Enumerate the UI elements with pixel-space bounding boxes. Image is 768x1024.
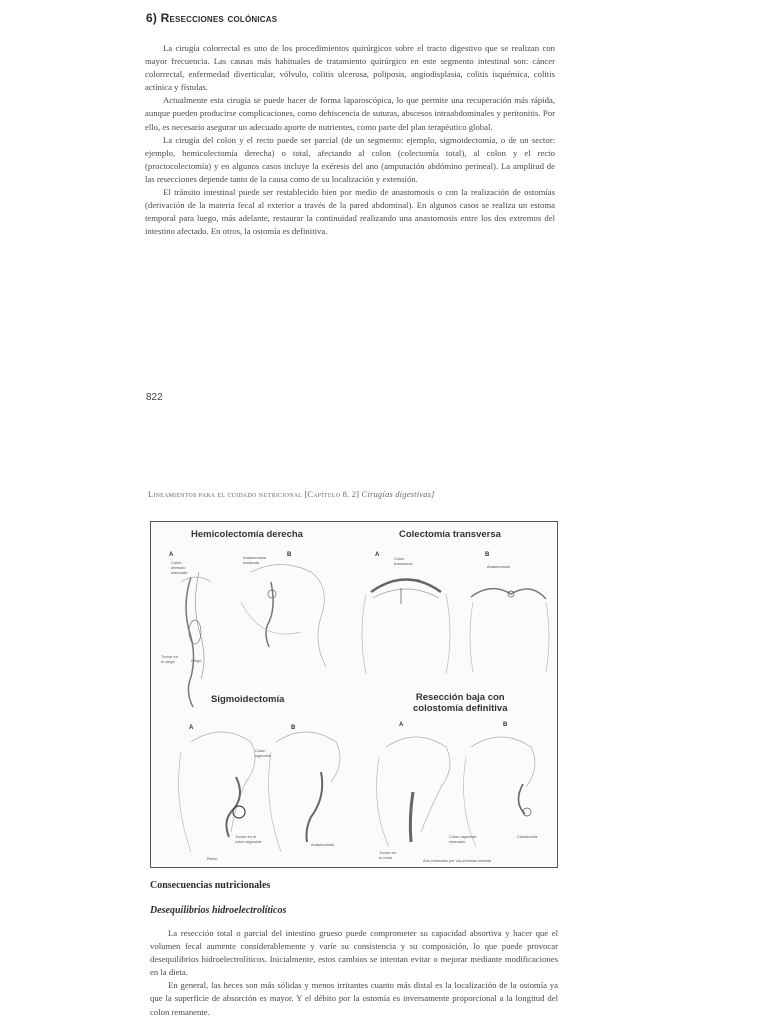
- figure-label: Recto: [207, 856, 218, 861]
- transverse-a-drawing: [362, 580, 450, 675]
- figure-label: Colon transverso: [394, 556, 413, 566]
- subsection-heading: Consecuencias nutricionales: [150, 880, 271, 891]
- panel-letter: A: [399, 722, 404, 728]
- figure-label: Anastomosis: [311, 842, 334, 847]
- paragraph: El tránsito intestinal puede ser restablecido bien por medio de anastomosis o con la realización de ostomías (derivación de la materia fecal al exterior a través de la pared abdominal). En algunos casos se realiza un estoma temporal para luego, más adelante, restaurar la continuidad realizando una anastomosis entre los dos extremos del intestino afectado. En otros, la ostomía es definitiva.: [145, 187, 555, 237]
- section-number: 6): [146, 11, 158, 25]
- panel-letter: B: [485, 552, 490, 558]
- running-header: [148, 489, 435, 499]
- paragraph: Actualmente esta cirugía se puede hacer de forma laparoscópica, lo que permite una recuperación más rápida, aunque pueden producirse complicaciones, como dehiscencia de suturas, abscesos intraabdominales y peritonitis. Por ello, es necesario asegurar un adecuado aporte de nutrientes, como parte del plan terapéutico global.: [145, 95, 555, 132]
- figure-label: Tumor en el recto: [379, 850, 396, 860]
- panel-title-low-resection: Resección baja con colostomía definitiva: [413, 692, 508, 714]
- figure-label: Colon derecho resecado: [171, 560, 188, 575]
- figure-label: Tumor en el colon sigmoide: [235, 834, 262, 844]
- figure-label: Anastomosis: [487, 564, 510, 569]
- figure-label: Ano resecado por vía perineal cerrada: [423, 858, 492, 863]
- figure-label: Tumor en el ciego: [161, 654, 178, 664]
- paragraph: La cirugía del colon y el recto puede ser parcial (de un segmento: ejemplo, sigmoidectomía, o de un sector: ejemplo, hemicolectomía derecha) o total, afectando al colon (colectomía total), al colon y el recto (proctocolectomía) y en algunos casos incluye la exéresis del ano (amputación abdómino perineal). La amplitud de las resecciones depende tanto de la causa como de su localización y extensión.: [145, 134, 555, 184]
- figure-label: Anastomosis realizada: [243, 555, 266, 565]
- hemicolectomy-b-drawing: [241, 565, 326, 668]
- body-text: [150, 927, 558, 1019]
- page-number: 822: [146, 392, 163, 403]
- panel-title-sigmoidectomy: Sigmoidectomía: [211, 694, 285, 705]
- hemicolectomy-a-drawing: [181, 572, 211, 707]
- low-resection-a-drawing: [377, 737, 450, 847]
- figure-label: Ciego: [191, 658, 202, 663]
- low-resection-b-drawing: [464, 737, 538, 847]
- panel-letter: B: [503, 722, 508, 728]
- panel-letter: B: [291, 725, 296, 731]
- paragraph: La resección total o parcial del intestino grueso puede comprometer su capacidad absortiva y hacer que el volumen fecal aumente considerablemente y varíe su consistencia y su composición, lo que puede provocar desequilibrios hidroelectrolíticos. Inicialmente, estos cambios se intentan evitar o mejorar mediante modificaciones en la dieta.: [150, 928, 558, 978]
- figure-label: Colon sigmoide resecado: [449, 834, 477, 844]
- subsubsection-heading: Desequilibrios hidroelectrolíticos: [150, 905, 287, 916]
- panel-letter: A: [189, 725, 194, 731]
- section-title-text: Resecciones colónicas: [160, 11, 278, 25]
- running-header-italic: Cirugías digestivas]: [361, 489, 435, 499]
- running-header-text: Lineamientos para el cuidado nutricional [Capítulo 8. 2]: [148, 489, 360, 499]
- intro-text: [145, 42, 555, 238]
- paragraph: En general, las heces son más sólidas y menos irritantes cuanto más distal es la localización de la ostomía ya que la superficie de absorción es mayor. Y el débito por la ostomía es inversamente proporcional a la longitud del colon remanente.: [150, 980, 558, 1017]
- transverse-b-drawing: [470, 589, 549, 672]
- panel-letter: A: [375, 552, 380, 558]
- figure-label: Tumor: [409, 577, 421, 582]
- figure-label: Colostomía: [517, 834, 538, 839]
- panel-letter: B: [287, 552, 292, 558]
- section-title: [146, 11, 277, 25]
- panel-title-hemicolectomy: Hemicolectomía derecha: [191, 529, 303, 540]
- paragraph: La cirugía colorrectal es uno de los procedimientos quirúrgicos sobre el tracto digestivo que se realizan con mayor frecuencia. Las causas más habituales de tratamiento quirúrgico en este segmento intestinal son: cáncer colorrectal, enfermedad diverticular, vólvulo, colitis ulcerosa, poliposis, angiodisplasia, colitis isquémica, colitis actínica y fístulas.: [145, 43, 555, 93]
- figure-label: Colon sigmoide: [255, 748, 272, 758]
- sigmoidectomy-b-drawing: [269, 732, 340, 852]
- panel-letter: A: [169, 552, 174, 558]
- panel-title-transverse: Colectomía transversa: [399, 529, 501, 540]
- surgery-figure: [150, 521, 558, 868]
